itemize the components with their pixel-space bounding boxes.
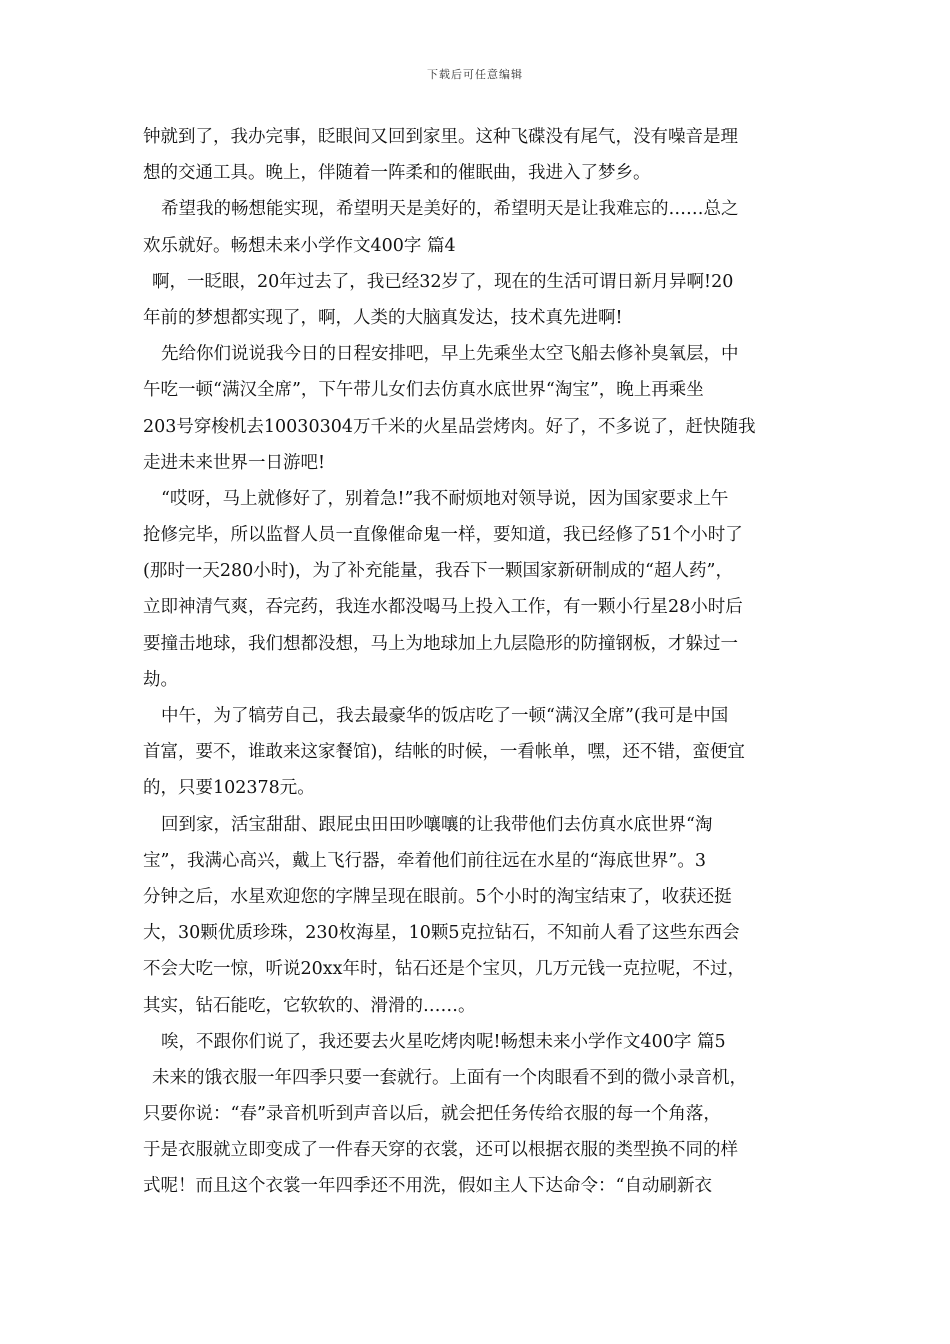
- text-line: 宝”，我满心高兴，戴上飞行器，牵着他们前往远在水星的“海底世界”。3: [143, 850, 706, 871]
- text-line: 想的交通工具。晚上，伴随着一阵柔和的催眠曲，我进入了梦乡。: [143, 163, 651, 184]
- document-body: [143, 119, 815, 1205]
- text-line: (那时一天280小时)，为了补充能量，我吞下一颗国家新研制成的“超人药”，: [143, 561, 733, 582]
- text-line: 于是衣服就立即变成了一件春天穿的衣裳，还可以根据衣服的类型换不同的样: [143, 1140, 738, 1161]
- text-line: 钟就到了，我办完事，眨眼间又回到家里。这种飞碟没有尾气，没有噪音是理: [143, 127, 738, 147]
- text-line: 不会大吃一惊，听说20xx年时，钻石还是个宝贝，几万元钱一克拉呢，不过，: [143, 959, 746, 980]
- text-line: 的，只要102378元。: [143, 778, 315, 799]
- text-line: 希望我的畅想能实现，希望明天是美好的，希望明天是让我难忘的……总之: [161, 199, 739, 220]
- text-line: 啊，一眨眼，20年过去了，我已经32岁了，现在的生活可谓日新月异啊!20: [152, 271, 734, 292]
- text-line: 立即神清气爽，吞完药，我连水都没喝马上投入工作，有一颗小行星28小时后: [143, 597, 743, 618]
- text-line: 走进未来世界一日游吧!: [143, 452, 326, 473]
- text-line: 未来的饿衣服一年四季只要一套就行。上面有一个肉眼看不到的微小录音机，: [152, 1067, 747, 1088]
- text-line: 唉，不跟你们说了，我还要去火星吃烤肉呢!畅想未来小学作文400字 篇5: [161, 1031, 726, 1052]
- text-line: 首富，要不，谁敢来这家餐馆)，结帐的时候，一看帐单，嘿，还不错，蛮便宜: [143, 742, 745, 763]
- text-line: 劫。: [143, 669, 178, 690]
- text-line: 只要你说：“春”录音机听到声音以后，就会把任务传给衣服的每一个角落，: [143, 1104, 721, 1125]
- text-line: 回到家，活宝甜甜、跟屁虫田田吵嚷嚷的让我带他们去仿真水底世界“淘: [161, 814, 713, 835]
- text-line: 年前的梦想都实现了，啊，人类的大脑真发达，技术真先进啊!: [143, 307, 623, 328]
- text-line: 要撞击地球，我们想都没想，马上为地球加上九层隐形的防撞钢板，才躲过一: [143, 633, 738, 654]
- text-line: 中午，为了犒劳自己，我去最豪华的饭店吃了一顿“满汉全席”(我可是中国: [161, 706, 729, 726]
- text-line: 先给你们说说我今日的日程安排吧，早上先乘坐太空飞船去修补臭氧层，中: [161, 344, 739, 365]
- text-line: 欢乐就好。畅想未来小学作文400字 篇4: [143, 235, 456, 256]
- text-line: 其实，钻石能吃，它软软的、滑滑的……。: [143, 995, 476, 1016]
- text-line: 抢修完毕，所以监督人员一直像催命鬼一样，要知道，我已经修了51个小时了: [143, 525, 743, 546]
- page-header: 下载后可任意编辑: [427, 68, 523, 81]
- text-line: “哎呀，马上就修好了，别着急!”我不耐烦地对领导说，因为国家要求上午: [161, 488, 729, 509]
- text-line: 大，30颗优质珍珠，230枚海星，10颗5克拉钻石，不知前人看了这些东西会: [143, 923, 740, 944]
- text-line: 203号穿梭机去10030304万千米的火星品尝烤肉。好了，不多说了，赶快随我: [143, 416, 756, 437]
- text-line: 式呢！而且这个衣裳一年四季还不用洗，假如主人下达命令：“自动刷新衣: [143, 1176, 712, 1197]
- text-line: 午吃一顿“满汉全席”，下午带儿女们去仿真水底世界“淘宝”，晚上再乘坐: [143, 380, 704, 401]
- text-line: 分钟之后，水星欢迎您的字牌呈现在眼前。5个小时的淘宝结束了，收获还挺: [143, 886, 732, 907]
